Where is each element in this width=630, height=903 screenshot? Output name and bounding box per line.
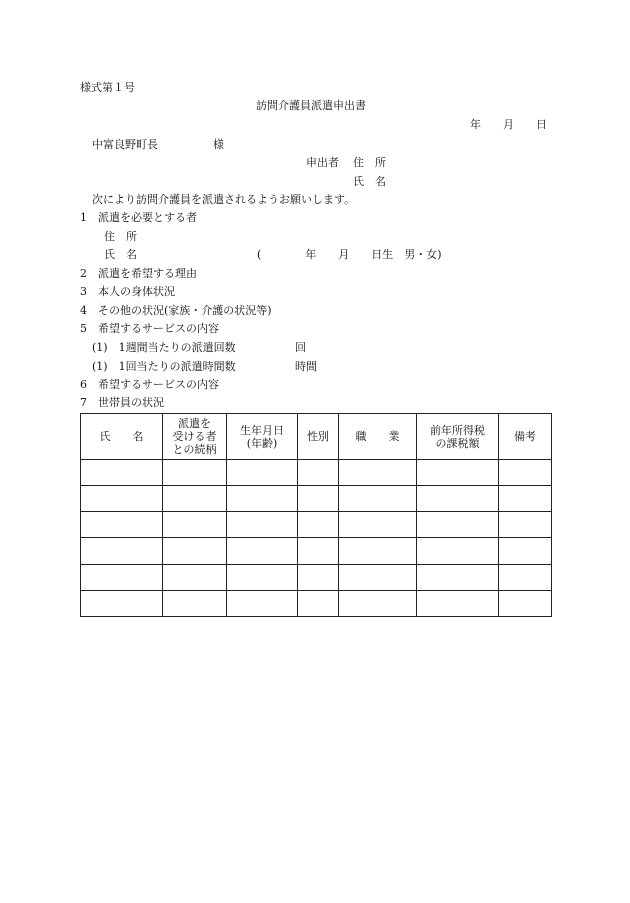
section-2-heading: 2 派遣を希望する理由 [80,267,197,280]
cell-birthdate-age[interactable] [227,564,298,590]
header-remarks: 備考 [499,414,552,460]
cell-prior-year-tax[interactable] [417,460,499,486]
applicant-address-label: 住 所 [353,156,386,169]
table-row [81,538,552,564]
header-birthdate-age: 生年月日 (年齢) [227,414,298,460]
header-occupation: 職 業 [339,414,417,460]
form-number: 様式第１号 [80,81,135,94]
cell-relationship[interactable] [163,590,227,616]
cell-remarks[interactable] [499,512,552,538]
cell-name[interactable] [81,460,163,486]
cell-name[interactable] [81,564,163,590]
cell-sex[interactable] [298,460,339,486]
cell-prior-year-tax[interactable] [417,564,499,590]
cell-sex[interactable] [298,590,339,616]
cell-occupation[interactable] [339,590,417,616]
cell-relationship[interactable] [163,460,227,486]
cell-relationship[interactable] [163,564,227,590]
cell-prior-year-tax[interactable] [417,590,499,616]
section-1-name-label: 氏 名 [104,248,137,261]
section-1-heading: 1 派遣を必要とする者 [80,211,197,224]
table-row [81,590,552,616]
cell-occupation[interactable] [339,538,417,564]
section-3-heading: 3 本人の身体状況 [80,285,175,298]
household-table-header-row [81,414,552,460]
section-7-heading: 7 世帯員の状況 [80,396,164,409]
section-5-1-unit: 回 [295,341,306,354]
table-row [81,460,552,486]
cell-remarks[interactable] [499,564,552,590]
section-4-heading: 4 その他の状況(家族・介護の状況等) [80,304,272,317]
cell-sex[interactable] [298,564,339,590]
cell-occupation[interactable] [339,486,417,512]
cell-occupation[interactable] [339,512,417,538]
section-5-2-unit: 時間 [295,360,317,373]
section-1-birth-sex: ( 年 月 日生 男・女) [257,248,442,261]
cell-sex[interactable] [298,486,339,512]
header-prior-year-tax: 前年所得税 の課税額 [417,414,499,460]
header-relationship: 派遣を 受ける者 との続柄 [163,414,227,460]
cell-name[interactable] [81,538,163,564]
cell-occupation[interactable] [339,460,417,486]
cell-remarks[interactable] [499,460,552,486]
cell-sex[interactable] [298,538,339,564]
cell-relationship[interactable] [163,538,227,564]
section-5-2-label: (1) 1回当たりの派遣時間数 [92,360,236,373]
intro-text: 次により訪問介護員を派遣されるようお願いします。 [92,193,356,206]
cell-prior-year-tax[interactable] [417,486,499,512]
table-row [81,486,552,512]
cell-birthdate-age[interactable] [227,486,298,512]
cell-prior-year-tax[interactable] [417,538,499,564]
header-sex: 性別 [298,414,339,460]
household-table [80,413,552,617]
table-row [81,512,552,538]
applicant-name-label: 氏 名 [353,175,386,188]
addressee: 中富良野町長 様 [92,138,224,151]
section-5-heading: 5 希望するサービスの内容 [80,322,219,335]
header-name: 氏 名 [81,414,163,460]
cell-remarks[interactable] [499,590,552,616]
cell-sex[interactable] [298,512,339,538]
section-1-address-label: 住 所 [104,230,137,243]
section-5-1-label: (1) 1週間当たりの派遣回数 [92,341,236,354]
cell-remarks[interactable] [499,538,552,564]
cell-name[interactable] [81,486,163,512]
date-line: 年 月 日 [470,118,547,131]
cell-birthdate-age[interactable] [227,460,298,486]
cell-name[interactable] [81,512,163,538]
cell-birthdate-age[interactable] [227,590,298,616]
document-title: 訪問介護員派遣申出書 [256,99,366,112]
cell-birthdate-age[interactable] [227,512,298,538]
cell-relationship[interactable] [163,512,227,538]
cell-relationship[interactable] [163,486,227,512]
cell-birthdate-age[interactable] [227,538,298,564]
table-row [81,564,552,590]
cell-prior-year-tax[interactable] [417,512,499,538]
applicant-label: 申出者 [306,156,339,169]
section-6-heading: 6 希望するサービスの内容 [80,378,219,391]
cell-name[interactable] [81,590,163,616]
cell-occupation[interactable] [339,564,417,590]
cell-remarks[interactable] [499,486,552,512]
